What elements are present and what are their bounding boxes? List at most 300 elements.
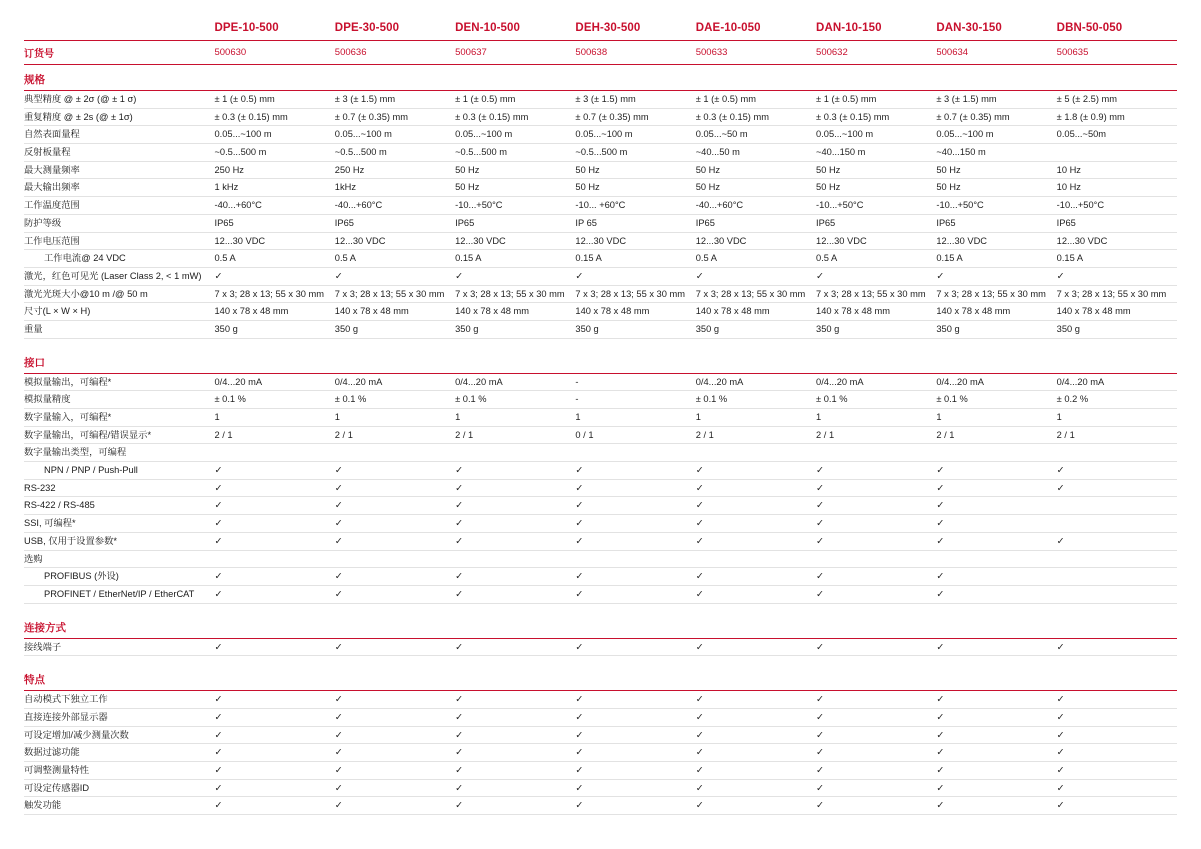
row-value-8 — [1057, 497, 1177, 515]
check-icon: ✓ — [214, 535, 223, 547]
order-number-value-6: 500632 — [816, 41, 936, 65]
row-label: 数据过滤功能 — [24, 744, 214, 762]
table-row — [24, 726, 1177, 744]
row-value-4: -10... +60°C — [575, 197, 695, 215]
row-value-1: 140 x 78 x 48 mm — [214, 303, 334, 321]
row-label: 尺寸(L × W × H) — [24, 303, 214, 321]
row-value-4 — [575, 779, 695, 797]
row-value-3: 350 g — [455, 320, 575, 338]
row-value-5 — [696, 267, 816, 285]
row-value-4 — [575, 638, 695, 656]
check-icon: ✓ — [334, 482, 343, 494]
row-value-4: 140 x 78 x 48 mm — [575, 303, 695, 321]
row-value-6: 0.5 A — [816, 250, 936, 268]
table-row — [24, 91, 1177, 109]
section-title: 连接方式 — [24, 603, 1177, 638]
row-value-7: 350 g — [936, 320, 1056, 338]
check-icon: ✓ — [455, 694, 464, 706]
row-value-4: IP 65 — [575, 214, 695, 232]
check-icon: ✓ — [334, 711, 343, 723]
order-number-row — [24, 41, 1177, 65]
check-icon: ✓ — [334, 641, 343, 653]
row-value-4 — [575, 568, 695, 586]
row-label: 数字量输出，可编程/错误显示* — [24, 426, 214, 444]
section-title: 接口 — [24, 338, 1177, 373]
row-value-6 — [816, 638, 936, 656]
row-label: 可设定传感器ID — [24, 779, 214, 797]
row-value-5: ± 0.3 (± 0.15) mm — [696, 108, 816, 126]
row-value-3 — [455, 532, 575, 550]
check-icon: ✓ — [334, 729, 343, 741]
row-value-5: ± 0.1 % — [696, 391, 816, 409]
check-icon: ✓ — [575, 711, 584, 723]
row-value-2 — [335, 550, 455, 568]
row-label: 工作电压范围 — [24, 232, 214, 250]
check-icon: ✓ — [695, 571, 704, 583]
row-value-8: -10...+50°C — [1057, 197, 1177, 215]
row-value-3: -10...+50°C — [455, 197, 575, 215]
row-value-3 — [455, 708, 575, 726]
row-value-3: 50 Hz — [455, 161, 575, 179]
table-row — [24, 444, 1177, 462]
row-value-6 — [816, 479, 936, 497]
row-value-3 — [455, 479, 575, 497]
check-icon: ✓ — [695, 782, 704, 794]
check-icon: ✓ — [695, 465, 704, 477]
row-value-6 — [816, 267, 936, 285]
row-value-3 — [455, 550, 575, 568]
check-icon: ✓ — [695, 535, 704, 547]
row-value-3 — [455, 568, 575, 586]
row-value-5: -40...+60°C — [696, 197, 816, 215]
table-row — [24, 391, 1177, 409]
row-value-7 — [936, 479, 1056, 497]
check-icon: ✓ — [214, 747, 223, 759]
check-icon: ✓ — [334, 500, 343, 512]
row-label: 重量 — [24, 320, 214, 338]
row-value-8: 140 x 78 x 48 mm — [1057, 303, 1177, 321]
row-value-7: 0/4...20 mA — [936, 373, 1056, 391]
row-label: 自然表面量程 — [24, 126, 214, 144]
row-value-2 — [335, 568, 455, 586]
row-value-6 — [816, 462, 936, 480]
check-icon: ✓ — [214, 588, 223, 600]
row-value-3: 0.15 A — [455, 250, 575, 268]
order-number-value-3: 500637 — [455, 41, 575, 65]
row-value-8: 350 g — [1057, 320, 1177, 338]
row-label: 最大测量频率 — [24, 161, 214, 179]
check-icon: ✓ — [334, 571, 343, 583]
row-value-7: 7 x 3; 28 x 13; 55 x 30 mm — [936, 285, 1056, 303]
row-value-6 — [816, 708, 936, 726]
check-icon: ✓ — [1056, 465, 1065, 477]
row-value-1 — [214, 638, 334, 656]
check-icon: ✓ — [455, 270, 464, 282]
row-value-2 — [335, 515, 455, 533]
row-value-2: 1 — [335, 409, 455, 427]
row-value-3 — [455, 797, 575, 815]
order-number-value-4: 500638 — [575, 41, 695, 65]
row-value-5 — [696, 479, 816, 497]
check-icon: ✓ — [214, 465, 223, 477]
check-icon: ✓ — [575, 571, 584, 583]
row-value-5 — [696, 585, 816, 603]
check-icon: ✓ — [334, 270, 343, 282]
row-value-8 — [1057, 550, 1177, 568]
row-value-2: 350 g — [335, 320, 455, 338]
row-label: PROFIBUS (外设) — [24, 568, 214, 586]
check-icon: ✓ — [936, 641, 945, 653]
check-icon: ✓ — [575, 800, 584, 812]
check-icon: ✓ — [455, 588, 464, 600]
row-value-5 — [696, 744, 816, 762]
row-label: 激光光斑大小@10 m /@ 50 m — [24, 285, 214, 303]
check-icon: ✓ — [455, 800, 464, 812]
table-row — [24, 691, 1177, 709]
row-label: SSI, 可编程* — [24, 515, 214, 533]
check-icon: ✓ — [695, 270, 704, 282]
table-row — [24, 409, 1177, 427]
row-value-5 — [696, 550, 816, 568]
row-value-5: 50 Hz — [696, 161, 816, 179]
row-label: 接线端子 — [24, 638, 214, 656]
row-value-7 — [936, 744, 1056, 762]
check-icon: ✓ — [816, 800, 825, 812]
check-icon: ✓ — [334, 518, 343, 530]
check-icon: ✓ — [334, 747, 343, 759]
row-value-3 — [455, 779, 575, 797]
row-value-7 — [936, 779, 1056, 797]
row-value-2 — [335, 444, 455, 462]
row-value-6 — [816, 779, 936, 797]
check-icon: ✓ — [455, 711, 464, 723]
column-header-8: DBN-50-050 — [1057, 18, 1177, 41]
row-value-8 — [1057, 797, 1177, 815]
row-label: 触发功能 — [24, 797, 214, 815]
row-value-8 — [1057, 515, 1177, 533]
row-value-5 — [696, 515, 816, 533]
check-icon: ✓ — [816, 694, 825, 706]
row-value-5 — [696, 726, 816, 744]
row-value-2: 0/4...20 mA — [335, 373, 455, 391]
row-value-1: ± 0.1 % — [214, 391, 334, 409]
row-value-8: IP65 — [1057, 214, 1177, 232]
row-value-8 — [1057, 744, 1177, 762]
row-label: 自动模式下独立工作 — [24, 691, 214, 709]
check-icon: ✓ — [1056, 782, 1065, 794]
check-icon: ✓ — [936, 694, 945, 706]
row-value-3: 7 x 3; 28 x 13; 55 x 30 mm — [455, 285, 575, 303]
row-value-2: 1kHz — [335, 179, 455, 197]
row-value-7: 1 — [936, 409, 1056, 427]
row-value-6: 0.05...~100 m — [816, 126, 936, 144]
row-value-1: IP65 — [214, 214, 334, 232]
check-icon: ✓ — [214, 729, 223, 741]
row-value-7 — [936, 515, 1056, 533]
row-value-4 — [575, 479, 695, 497]
row-value-7: IP65 — [936, 214, 1056, 232]
check-icon: ✓ — [695, 588, 704, 600]
row-value-7: -10...+50°C — [936, 197, 1056, 215]
row-value-3 — [455, 585, 575, 603]
row-value-7 — [936, 726, 1056, 744]
row-value-2 — [335, 726, 455, 744]
check-icon: ✓ — [936, 800, 945, 812]
row-label: 选购 — [24, 550, 214, 568]
check-icon: ✓ — [455, 782, 464, 794]
row-value-6 — [816, 550, 936, 568]
check-icon: ✓ — [1056, 800, 1065, 812]
row-label: NPN / PNP / Push-Pull — [24, 462, 214, 480]
table-row — [24, 303, 1177, 321]
row-label: 可设定增加/减少测量次数 — [24, 726, 214, 744]
check-icon: ✓ — [1056, 535, 1065, 547]
row-value-8: ± 0.2 % — [1057, 391, 1177, 409]
check-icon: ✓ — [816, 711, 825, 723]
check-icon: ✓ — [936, 747, 945, 759]
row-value-7 — [936, 532, 1056, 550]
table-row — [24, 197, 1177, 215]
row-value-3: ± 0.1 % — [455, 391, 575, 409]
check-icon: ✓ — [816, 500, 825, 512]
row-value-4 — [575, 444, 695, 462]
row-value-6: 12...30 VDC — [816, 232, 936, 250]
check-icon: ✓ — [936, 482, 945, 494]
row-value-8 — [1057, 568, 1177, 586]
row-value-5: 0/4...20 mA — [696, 373, 816, 391]
row-value-2 — [335, 479, 455, 497]
row-value-7 — [936, 762, 1056, 780]
check-icon: ✓ — [816, 571, 825, 583]
row-value-7: 0.05...~100 m — [936, 126, 1056, 144]
row-value-8 — [1057, 585, 1177, 603]
check-icon: ✓ — [936, 765, 945, 776]
check-icon: ✓ — [455, 500, 464, 512]
table-row — [24, 532, 1177, 550]
row-value-5 — [696, 779, 816, 797]
row-value-2: 12...30 VDC — [335, 232, 455, 250]
row-value-8 — [1057, 144, 1177, 162]
row-value-6: 1 — [816, 409, 936, 427]
row-value-3 — [455, 515, 575, 533]
row-value-1 — [214, 479, 334, 497]
row-value-2: 140 x 78 x 48 mm — [335, 303, 455, 321]
check-icon: ✓ — [816, 518, 825, 530]
check-icon: ✓ — [214, 765, 223, 776]
row-value-2 — [335, 708, 455, 726]
check-icon: ✓ — [816, 782, 825, 794]
check-icon: ✓ — [816, 535, 825, 547]
check-icon: ✓ — [575, 782, 584, 794]
row-value-8: 0.05...~50m — [1057, 126, 1177, 144]
row-value-5 — [696, 708, 816, 726]
row-value-2 — [335, 497, 455, 515]
check-icon: ✓ — [575, 588, 584, 600]
row-value-3: ~0.5...500 m — [455, 144, 575, 162]
row-value-5 — [696, 762, 816, 780]
column-header-3: DEN-10-500 — [455, 18, 575, 41]
row-value-8: 12...30 VDC — [1057, 232, 1177, 250]
row-value-6 — [816, 515, 936, 533]
row-value-3 — [455, 691, 575, 709]
row-value-5 — [696, 444, 816, 462]
row-value-6 — [816, 444, 936, 462]
table-row — [24, 762, 1177, 780]
row-value-7: 0.15 A — [936, 250, 1056, 268]
row-value-5: 0.5 A — [696, 250, 816, 268]
check-icon: ✓ — [334, 588, 343, 600]
row-value-6: ± 0.3 (± 0.15) mm — [816, 108, 936, 126]
row-value-1 — [214, 762, 334, 780]
table-row — [24, 515, 1177, 533]
row-value-1: 0/4...20 mA — [214, 373, 334, 391]
table-row — [24, 568, 1177, 586]
row-value-6: ~40...150 m — [816, 144, 936, 162]
column-header-1: DPE-10-500 — [214, 18, 334, 41]
check-icon: ✓ — [816, 747, 825, 759]
check-icon: ✓ — [1056, 270, 1065, 282]
check-icon: ✓ — [936, 270, 945, 282]
row-value-6 — [816, 568, 936, 586]
check-icon: ✓ — [936, 782, 945, 794]
row-value-5 — [696, 568, 816, 586]
row-value-7 — [936, 568, 1056, 586]
row-value-5: 50 Hz — [696, 179, 816, 197]
row-value-1: 1 — [214, 409, 334, 427]
table-row — [24, 497, 1177, 515]
row-value-8: 7 x 3; 28 x 13; 55 x 30 mm — [1057, 285, 1177, 303]
check-icon: ✓ — [1056, 765, 1065, 776]
row-value-6: -10...+50°C — [816, 197, 936, 215]
row-value-2 — [335, 797, 455, 815]
row-value-4 — [575, 691, 695, 709]
row-value-1 — [214, 515, 334, 533]
check-icon: ✓ — [214, 270, 223, 282]
check-icon: ✓ — [816, 729, 825, 741]
row-value-8: 2 / 1 — [1057, 426, 1177, 444]
row-value-4: - — [575, 391, 695, 409]
check-icon: ✓ — [1056, 747, 1065, 759]
table-row — [24, 144, 1177, 162]
check-icon: ✓ — [455, 482, 464, 494]
row-value-2: ~0.5...500 m — [335, 144, 455, 162]
check-icon: ✓ — [575, 535, 584, 547]
row-value-6 — [816, 762, 936, 780]
row-value-6 — [816, 726, 936, 744]
row-label: 可调整测量特性 — [24, 762, 214, 780]
row-value-7: 50 Hz — [936, 179, 1056, 197]
row-value-4: 1 — [575, 409, 695, 427]
row-value-3: 0.05...~100 m — [455, 126, 575, 144]
check-icon: ✓ — [575, 465, 584, 477]
row-value-2 — [335, 462, 455, 480]
section-header-row — [24, 603, 1177, 638]
row-value-1 — [214, 691, 334, 709]
table-row — [24, 214, 1177, 232]
row-value-6: 2 / 1 — [816, 426, 936, 444]
order-number-value-8: 500635 — [1057, 41, 1177, 65]
check-icon: ✓ — [695, 500, 704, 512]
row-value-4 — [575, 550, 695, 568]
row-label: USB, 仅用于设置参数* — [24, 532, 214, 550]
check-icon: ✓ — [455, 729, 464, 741]
row-value-1 — [214, 726, 334, 744]
row-value-7: ± 0.1 % — [936, 391, 1056, 409]
check-icon: ✓ — [936, 535, 945, 547]
row-value-1: 12...30 VDC — [214, 232, 334, 250]
order-number-value-1: 500630 — [214, 41, 334, 65]
row-value-5: 140 x 78 x 48 mm — [696, 303, 816, 321]
row-value-7 — [936, 444, 1056, 462]
row-value-4: ± 3 (± 1.5) mm — [575, 91, 695, 109]
row-value-1: 350 g — [214, 320, 334, 338]
row-value-1 — [214, 532, 334, 550]
row-value-8 — [1057, 708, 1177, 726]
row-value-1: ~0.5...500 m — [214, 144, 334, 162]
column-header-6: DAN-10-150 — [816, 18, 936, 41]
order-number-value-5: 500633 — [696, 41, 816, 65]
row-value-4 — [575, 532, 695, 550]
row-value-8: ± 1.8 (± 0.9) mm — [1057, 108, 1177, 126]
row-value-2 — [335, 691, 455, 709]
row-label: 模拟量输出，可编程* — [24, 373, 214, 391]
row-value-2 — [335, 638, 455, 656]
row-value-5: ~40...50 m — [696, 144, 816, 162]
order-number-value-2: 500636 — [335, 41, 455, 65]
row-value-7 — [936, 638, 1056, 656]
row-value-1: ± 0.3 (± 0.15) mm — [214, 108, 334, 126]
row-value-5: IP65 — [696, 214, 816, 232]
table-row — [24, 267, 1177, 285]
row-value-1: 0.05...~100 m — [214, 126, 334, 144]
check-icon: ✓ — [575, 694, 584, 706]
table-row — [24, 462, 1177, 480]
row-value-7 — [936, 550, 1056, 568]
row-value-3 — [455, 762, 575, 780]
check-icon: ✓ — [575, 500, 584, 512]
check-icon: ✓ — [816, 588, 825, 600]
row-label: PROFINET / EtherNet/IP / EtherCAT — [24, 585, 214, 603]
check-icon: ✓ — [936, 465, 945, 477]
row-value-7: ~40...150 m — [936, 144, 1056, 162]
row-value-7: 140 x 78 x 48 mm — [936, 303, 1056, 321]
row-value-5: 0.05...~50 m — [696, 126, 816, 144]
check-icon: ✓ — [334, 465, 343, 477]
section-title: 特点 — [24, 656, 1177, 691]
row-value-2: -40...+60°C — [335, 197, 455, 215]
check-icon: ✓ — [695, 800, 704, 812]
row-value-7 — [936, 585, 1056, 603]
row-value-7: 50 Hz — [936, 161, 1056, 179]
row-value-8 — [1057, 691, 1177, 709]
row-value-7 — [936, 691, 1056, 709]
row-value-4: 7 x 3; 28 x 13; 55 x 30 mm — [575, 285, 695, 303]
row-value-2: 7 x 3; 28 x 13; 55 x 30 mm — [335, 285, 455, 303]
check-icon: ✓ — [1056, 729, 1065, 741]
row-value-2: ± 0.7 (± 0.35) mm — [335, 108, 455, 126]
check-icon: ✓ — [214, 641, 223, 653]
check-icon: ✓ — [695, 747, 704, 759]
row-value-3 — [455, 726, 575, 744]
row-value-4: 12...30 VDC — [575, 232, 695, 250]
header-corner-cell — [24, 18, 214, 41]
check-icon: ✓ — [1056, 641, 1065, 653]
row-value-1 — [214, 267, 334, 285]
section-header-row — [24, 656, 1177, 691]
specification-table — [24, 18, 1177, 815]
row-value-1: 250 Hz — [214, 161, 334, 179]
row-value-6 — [816, 744, 936, 762]
